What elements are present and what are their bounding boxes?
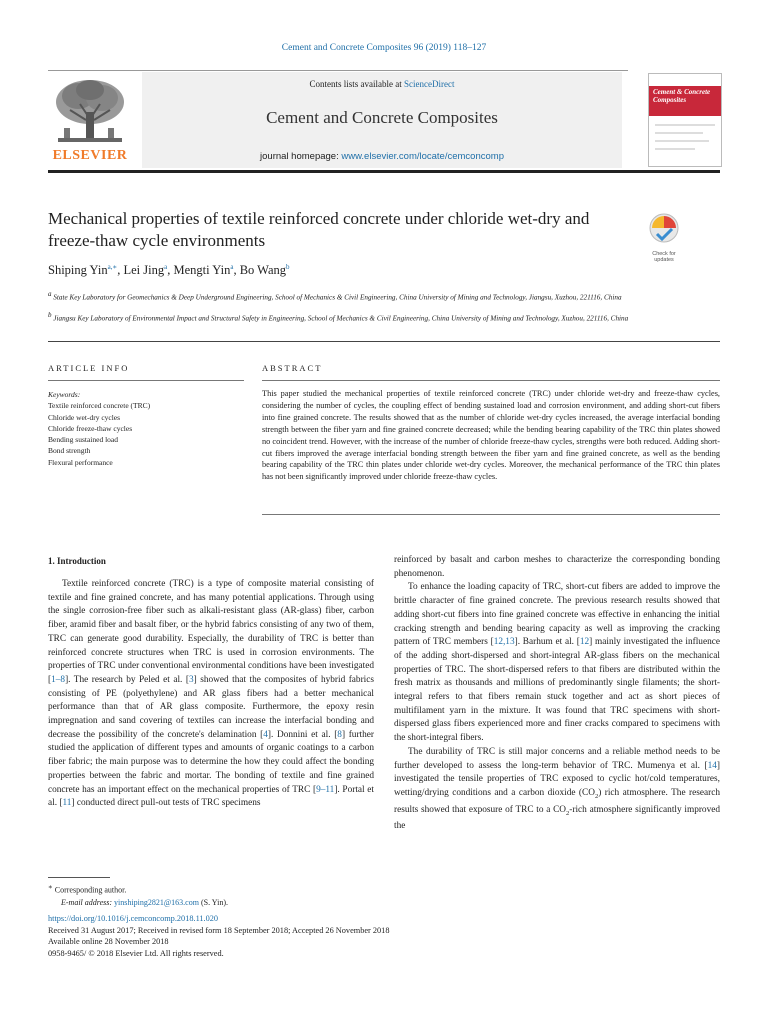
email-line — [48, 897, 228, 909]
body-column-left — [48, 578, 374, 811]
affiliation-a-text: State Key Laboratory for Geomechanics & Deep Underground Engineering, School of Mechanics & Civil Engineering, China University of Mining and Technology, Jiangsu, Xuzhou, 221116, China — [53, 293, 622, 302]
article-info-heading: ARTICLE INFO — [48, 363, 130, 373]
contents-prefix: Contents lists available at — [309, 79, 404, 89]
text-run: ]. Barhum et al. [ — [514, 637, 580, 648]
keyword-item: Textile reinforced concrete (TRC) — [48, 401, 151, 411]
keyword-item: Chloride wet-dry cycles — [48, 412, 121, 422]
reference-link[interactable]: 4 — [263, 729, 268, 740]
reference-link[interactable]: 8 — [337, 729, 342, 740]
text-run: Textile reinforced concrete (TRC) is a type of composite material consisting of textile and fine grained concrete, and has many potential applications. Through using the single corrosion-free fiber such as alkali-resistant glass (AR-glass) fiber, carbon fiber, aramid fiber and basalt fiber, or the hybrid fabrics consisting of any two of them, TRC can generate good durability. Especially, the durability of TRC is better than reinforced concrete structures when TRC is used in corrosion environments. The properties of TRC under conventional environmental conditions have been investigated [ — [48, 579, 374, 685]
abstract-rule-bottom — [262, 514, 720, 515]
contents-available-line — [142, 79, 622, 89]
crossmark-icon — [646, 212, 682, 246]
journal-cover-thumbnail[interactable] — [648, 73, 722, 167]
affiliation-b — [48, 310, 638, 324]
journal-name: Cement and Concrete Composites — [266, 108, 498, 127]
affiliation-a — [48, 289, 638, 303]
footnote-mark: ∗ — [48, 883, 53, 891]
text-run: ]. Portal et al. [ — [48, 784, 374, 809]
affiliation-a-mark: a — [48, 290, 52, 298]
keyword-item: Bending sustained load — [48, 435, 118, 445]
author-affiliation-mark[interactable]: a,∗ — [107, 263, 118, 271]
intro-paragraph — [48, 578, 374, 811]
author-name[interactable]: Bo Wang — [239, 263, 287, 278]
article-metadata — [48, 913, 389, 960]
text-run: ] conducted direct pull-out tests of TRC specimens — [71, 798, 261, 809]
journal-citation-link[interactable]: Cement and Concrete Composites 96 (2019) 118–127 — [281, 43, 487, 53]
reference-link[interactable]: 1–8 — [51, 674, 66, 685]
abstract-text: This paper studied the mechanical properties of textile reinforced concrete (TRC) under chloride wet-dry and freeze-thaw cycles, considering the number of cycles, the coupling effect of bending sustained load and corrosion environment, and adding short-cut fibers into fine grained concrete. The results showed that as the number of chloride wet-dry cycles increased, the average interfacial bonding strength between the fiber yarn and fine grained concrete decreased; while the bending bearing capability of the TRC thin plates showed no coincident trend. However, with the increase of the number of chloride freeze-thaw cycles, strengths were both reduced. Adding short-cut fibers improved the average interfacial bonding strength between the fiber yarn and fine grained concrete, as well as the bending bearing capability of the TRC thin plates under chloride wet-dry cycles. Moreover, the mechanical performance of the TRC thin plates has not been significantly improved under chloride freeze-thaw cycles. — [262, 389, 720, 482]
author-affiliation-mark[interactable]: a — [230, 263, 234, 271]
reference-link[interactable]: 12 — [579, 637, 590, 648]
header-thick-rule — [48, 170, 720, 173]
text-run: ]. The research by Peled et al. [ — [65, 674, 189, 685]
author-name[interactable]: Mengti Yin — [173, 263, 231, 278]
keywords-label: Keywords: — [48, 390, 81, 399]
author-list — [48, 263, 290, 278]
cover-title: Cement & Concrete Composites — [653, 88, 711, 104]
check-for-updates-badge[interactable] — [646, 212, 682, 262]
text-run: ]. Donnini et al. [ — [267, 729, 338, 740]
section-heading-introduction: 1. Introduction — [48, 556, 106, 566]
cover-lines-graphic — [655, 122, 715, 162]
footnote-rule — [48, 877, 110, 878]
corresponding-author-line — [48, 881, 228, 897]
text-run: ) rich atmosphere. The research results showed that exposure of TRC to a CO — [394, 787, 720, 815]
author-name[interactable]: Lei Jing — [123, 263, 165, 278]
text-run: To enhance the loading capacity of TRC, short-cut fibers are added to improve the brittle character of fine grained concrete. The previous research results showed that adding short-cut fibers into fine grained concrete was effective in enhancing the initial cracking strength and bending bearing capacity as well as improving the cracking pattern of TRC members [ — [394, 582, 720, 648]
reference-link[interactable]: 9–11 — [316, 784, 335, 795]
paper-title: Mechanical properties of textile reinforced concrete under chloride wet-dry and freeze-thaw cycle environments — [48, 209, 590, 250]
subscript: 2 — [594, 792, 599, 800]
author-name[interactable]: Shiping Yin — [48, 263, 108, 278]
text-run: -rich atmosphere significantly improved the — [394, 804, 721, 832]
reference-link[interactable]: 3 — [188, 674, 194, 685]
text-run: ] investigated the tensile properties of TRC exposed to cyclic hot/cold temperatures, wetting/drying conditions and a carbon dioxide (CO — [394, 760, 720, 798]
email-suffix: (S. Yin). — [198, 897, 228, 907]
reference-link[interactable]: 11 — [62, 798, 72, 809]
body-column-right — [394, 554, 720, 834]
article-info-rule — [48, 380, 244, 381]
elsevier-tree-logo — [50, 76, 130, 148]
affiliation-b-mark: b — [48, 311, 52, 319]
text-run: The durability of TRC is still major concerns and a reliable method needs to be further developed to assess the long-term behavior of TRC. Mumenya et al. [ — [394, 746, 720, 771]
text-run: ] showed that the composites of hybrid fabrics consisting of PE (polyethylene) and AR glass fibers had a better mechanical performance than that of AR glass composite. Furthermore, the epoxy resin impregnation and sand covering of textiles can increase the interfacial bonding and decrease the possibility of the concrete's delamination [ — [48, 674, 374, 740]
corresponding-author-label: Corresponding author. — [52, 885, 127, 895]
affiliation-b-text: Jiangsu Key Laboratory of Environmental Impact and Structural Safety in Engineering, School of Mechanics & Civil Engineering, China University of Mining and Technology, Xuzhou, 221116, China — [53, 314, 629, 323]
author-separator: , — [167, 263, 174, 278]
abstract-rule-top — [262, 380, 720, 381]
text-run: ] mainly investigated the influence of the adding short-dispersed and short-integral AR-glass fibers on the mechanical properties of TRC. The short-dispersed refers to that fibers are distributed within the fresh matrix as thousands and millions of predominantly single filaments; the short-integral refers to that fibers remain stuck together and act as short pieces of multifilament yarn in the mixture. It was found that TRC specimens with short-dispersed glass fibers experienced more and finer cracks compared to specimens with the short-integral fibers. — [394, 637, 720, 744]
author-separator: , — [117, 263, 124, 278]
abstract-heading: ABSTRACT — [262, 363, 323, 373]
sciencedirect-link[interactable]: ScienceDirect — [404, 79, 455, 89]
homepage-link[interactable]: www.elsevier.com/locate/cemconcomp — [341, 151, 504, 162]
author-email-link[interactable]: yinshiping2821@163.com — [114, 897, 199, 907]
subscript: 2 — [566, 809, 570, 817]
keyword-item: Chloride freeze-thaw cycles — [48, 423, 133, 433]
header-top-rule — [48, 70, 628, 71]
crossmark-label: Check for updates — [652, 251, 676, 263]
intro-paragraph-continued: reinforced by basalt and carbon meshes to characterize the corresponding bonding phenomenon. — [394, 555, 720, 579]
author-affiliation-mark[interactable]: a — [164, 263, 168, 271]
available-online-date: Available online 28 November 2018 — [48, 937, 169, 947]
journal-homepage-line — [142, 151, 622, 162]
email-label: E-mail address: — [61, 897, 115, 907]
keyword-item: Flexural performance — [48, 457, 113, 467]
front-matter-rule — [48, 341, 720, 342]
reference-link[interactable]: 14 — [707, 760, 717, 771]
intro-paragraph — [394, 581, 720, 745]
text-run: ] further studied the application of different types and amounts of organic coatings to a carbon fiber fabric; the main purpose was to determine the how they could affect the bonding properties between the fabric and mortar. The bonding of textile and fine grained concrete has an important effect on the mechanical properties of TRC [ — [48, 729, 375, 795]
corresponding-author-footnote — [48, 881, 228, 909]
received-dates: Received 31 August 2017; Received in revised form 18 September 2018; Accepted 26 November 2018 — [48, 925, 390, 935]
intro-paragraph — [394, 746, 720, 834]
keywords-list — [48, 389, 244, 468]
elsevier-logo-text: ELSEVIER — [52, 148, 128, 163]
copyright-line: 0958-9465/ © 2018 Elsevier Ltd. All rights reserved. — [48, 949, 224, 959]
doi-link[interactable]: https://doi.org/10.1016/j.cemconcomp.2018.11.020 — [48, 914, 219, 923]
reference-link[interactable]: 12,13 — [493, 637, 515, 648]
author-separator: , — [233, 263, 240, 278]
homepage-label: journal homepage: — [260, 151, 342, 162]
keyword-item: Bond strength — [48, 446, 91, 456]
author-affiliation-mark[interactable]: b — [286, 263, 290, 271]
